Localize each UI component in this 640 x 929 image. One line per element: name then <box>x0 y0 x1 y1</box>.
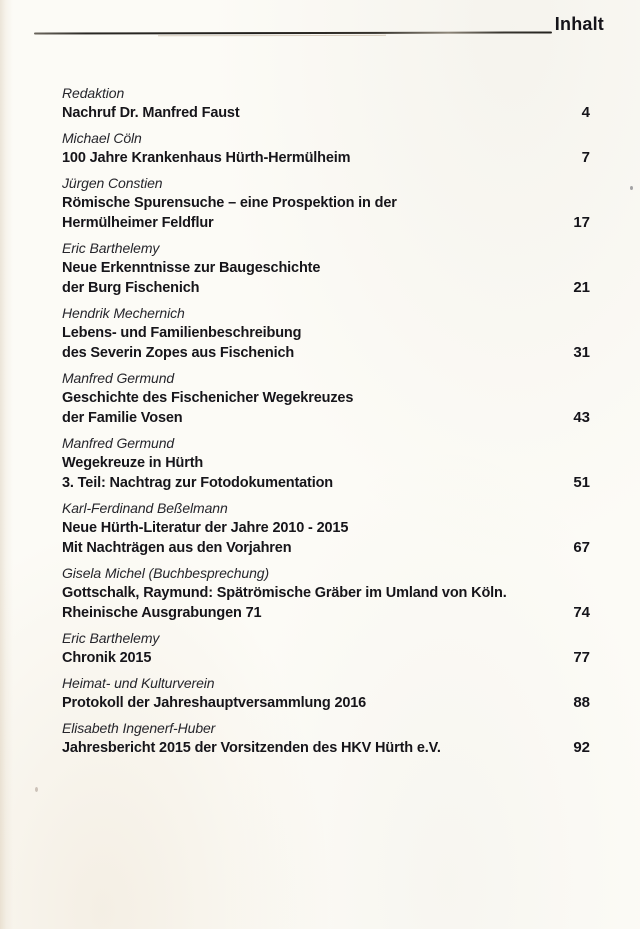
toc-entry-title-line: der Burg Fischenich <box>62 280 200 296</box>
toc-entry <box>62 673 590 713</box>
toc-entry-page-number: 43 <box>573 409 590 426</box>
toc-entry-page-number: 88 <box>573 694 590 711</box>
toc-entry-title-line: Chronik 2015 <box>62 650 152 666</box>
toc-entry-author: Elisabeth Ingenerf-Huber <box>62 720 216 736</box>
toc-entry-author: Gisela Michel (Buchbesprechung) <box>62 565 270 581</box>
toc-entry-author: Eric Barthelemy <box>62 240 160 256</box>
toc-entry-title-line: 100 Jahre Krankenhaus Hürth-Hermülheim <box>62 150 351 166</box>
toc-entry-author: Michael Cöln <box>62 130 142 146</box>
toc-entry-title-line: Protokoll der Jahreshauptversammlung 2016 <box>62 695 367 711</box>
toc-entry-author: Jürgen Constien <box>62 175 163 191</box>
toc-entry <box>62 718 590 758</box>
toc-entry-title-line: Mit Nachträgen aus den Vorjahren <box>62 540 292 556</box>
toc-entry-title-line: Jahresbericht 2015 der Vorsitzenden des HKV Hürth e.V. <box>62 740 441 756</box>
scan-speck <box>630 186 633 190</box>
toc-list <box>62 83 590 763</box>
toc-entry-title-line: Wegekreuze in Hürth <box>62 455 204 471</box>
toc-entry-page-number: 51 <box>573 474 590 491</box>
toc-entry-page-number: 21 <box>573 279 590 296</box>
toc-entry-page-number: 17 <box>573 214 590 231</box>
toc-entry <box>62 368 590 428</box>
toc-entry <box>62 303 590 363</box>
toc-entry-title-line: Rheinische Ausgrabungen 71 <box>62 605 262 621</box>
toc-entry-page-number: 31 <box>573 344 590 361</box>
scan-speck <box>35 787 38 792</box>
header-rule <box>34 31 552 34</box>
toc-entry-author: Karl-Ferdinand Beßelmann <box>62 500 228 516</box>
toc-entry-title-line: Nachruf Dr. Manfred Faust <box>62 105 240 121</box>
toc-entry-author: Heimat- und Kulturverein <box>62 675 215 691</box>
toc-entry-title-line: Römische Spurensuche – eine Prospektion in der <box>62 195 397 211</box>
toc-entry <box>62 563 590 623</box>
toc-entry <box>62 128 590 168</box>
toc-entry-title-line: Hermülheimer Feldflur <box>62 215 214 231</box>
toc-entry-title-line: Lebens- und Familienbeschreibung <box>62 325 302 341</box>
toc-entry-author: Hendrik Mechernich <box>62 305 185 321</box>
toc-entry-author: Manfred Germund <box>62 435 175 451</box>
toc-entry-author: Redaktion <box>62 85 125 101</box>
toc-entry <box>62 83 590 123</box>
toc-entry <box>62 628 590 668</box>
toc-entry-page-number: 4 <box>581 104 590 121</box>
toc-entry-author: Eric Barthelemy <box>62 630 160 646</box>
toc-entry-page-number: 74 <box>573 604 590 621</box>
toc-entry-title-line: der Familie Vosen <box>62 410 183 426</box>
toc-entry-page-number: 77 <box>573 649 590 666</box>
toc-entry-title-line: Neue Hürth-Literatur der Jahre 2010 - 2015 <box>62 520 349 536</box>
page-title: Inhalt <box>554 14 604 34</box>
toc-entry <box>62 433 590 493</box>
toc-entry-title-line: 3. Teil: Nachtrag zur Fotodokumentation <box>62 475 334 491</box>
toc-entry-title-line: Neue Erkenntnisse zur Baugeschichte <box>62 260 321 276</box>
toc-entry-title-line: Gottschalk, Raymund: Spätrömische Gräber im Umland von Köln. <box>62 585 507 601</box>
toc-entry-page-number: 7 <box>581 149 590 166</box>
toc-entry-title-line: Geschichte des Fischenicher Wegekreuzes <box>62 390 354 406</box>
toc-entry-title-line: des Severin Zopes aus Fischenich <box>62 345 295 361</box>
toc-entry-author: Manfred Germund <box>62 370 175 386</box>
toc-entry-page-number: 67 <box>573 539 590 556</box>
toc-entry <box>62 238 590 298</box>
toc-entry <box>62 173 590 233</box>
toc-entry <box>62 498 590 558</box>
toc-entry-page-number: 92 <box>573 739 590 756</box>
